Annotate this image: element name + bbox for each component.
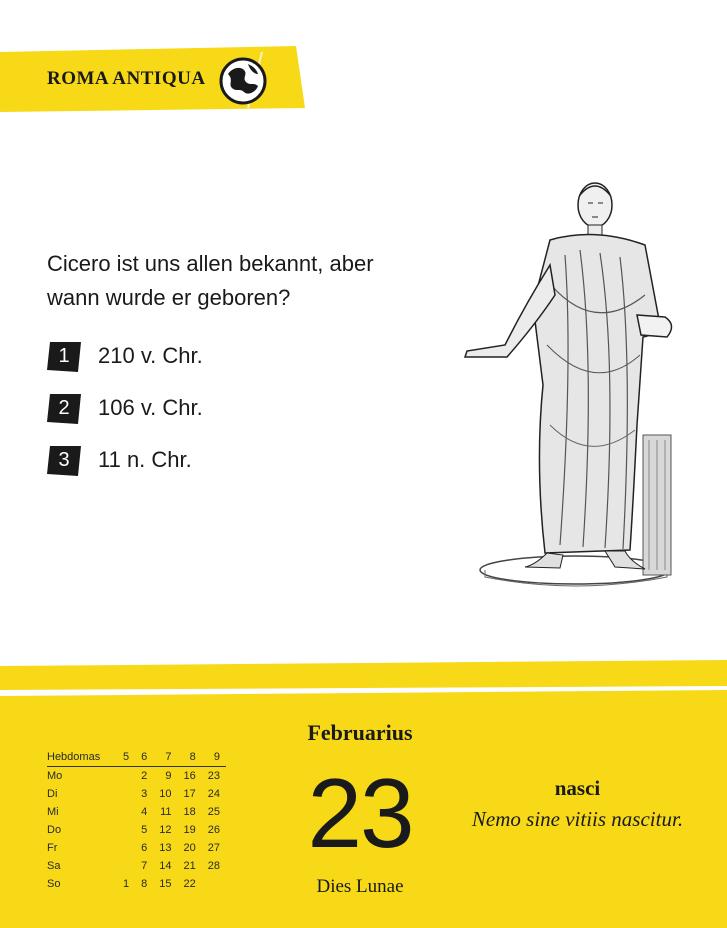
calendar-cell: 28 [207,860,220,872]
answer-number-badge [47,446,81,476]
month-label: Februarius [307,720,413,745]
answer-text: 106 v. Chr. [98,395,203,420]
calendar-cell [117,839,135,857]
calendar-cell: 2 [141,770,148,782]
page-title: ROMA ANTIQUA [47,68,206,89]
calendar-cell: 9 [165,770,172,782]
calendar-cell: 26 [207,824,220,836]
header-banner [0,46,305,112]
calendar-cell: 17 [183,788,196,800]
answer-number: 3 [58,449,70,471]
answer-text: 11 n. Chr. [98,447,192,472]
calendar-cell: Mo [47,770,63,782]
calendar-cell: 18 [183,806,196,818]
calendar-cell: 22 [183,878,196,890]
calendar-cell: 24 [207,788,220,800]
calendar-cell: 11 [160,806,172,818]
calendar-cell: 16 [183,770,196,782]
calendar-cell: 1 [123,878,130,890]
calendar-cell: 3 [141,788,148,800]
calendar-cell [117,857,135,875]
calendar-cell: 14 [159,860,172,872]
calendar-row [47,785,226,803]
calendar-cell: 10 [159,788,172,800]
calendar-row [47,767,226,786]
calendar-cell: Fr [47,842,58,854]
calendar-header-cell: 8 [178,750,202,767]
calendar-cell: 19 [183,824,196,836]
calendar-cell: So [47,878,61,890]
answer-number: 2 [58,397,70,419]
calendar-header-cell: Hebdomas [47,750,117,767]
calendar-cell [117,785,135,803]
calendar-row [47,875,226,893]
week-calendar-table [47,750,226,893]
answer-number-badge [47,394,81,424]
calendar-cell: 25 [207,806,220,818]
calendar-cell: 21 [183,860,196,872]
calendar-header-cell: 5 [117,750,135,767]
calendar-cell: 5 [141,824,148,836]
calendar-cell: Sa [47,860,61,872]
calendar-cell: 27 [207,842,220,854]
latin-word: nasci [554,776,601,800]
day-number: 23 [307,758,413,868]
latin-proverb: Nemo sine vitiis nascitur. [471,807,684,831]
calendar-cell: 23 [207,770,220,782]
calendar-row [47,821,226,839]
calendar-cell: 12 [159,824,172,836]
answer-number-badge [47,342,81,372]
calendar-header-cell: 6 [135,750,153,767]
cicero-statue-illustration [455,165,690,595]
answer-number: 1 [58,345,70,367]
globe-icon [218,56,268,106]
calendar-header-row [47,750,226,767]
calendar-cell [117,767,135,786]
calendar-cell: 15 [159,878,172,890]
calendar-cell: 8 [141,878,148,890]
calendar-cell: Do [47,824,62,836]
calendar-header-cell: 7 [153,750,177,767]
calendar-cell: 4 [141,806,148,818]
calendar-header-cell: 9 [202,750,226,767]
calendar-cell: 20 [183,842,196,854]
answer-text: 210 v. Chr. [98,343,203,368]
weekday-label: Dies Lunae [316,876,404,897]
calendar-row [47,839,226,857]
calendar-cell: 7 [141,860,148,872]
calendar-cell [117,821,135,839]
calendar-cell: Di [47,788,58,800]
calendar-row [47,803,226,821]
calendar-cell [117,803,135,821]
calendar-cell [202,875,226,893]
calendar-cell: 6 [141,842,148,854]
calendar-cell: Mi [47,806,59,818]
calendar-row [47,857,226,875]
question-text: Cicero ist uns allen bekannt, aber wann wurde er geboren? [47,251,374,310]
calendar-cell: 13 [159,842,172,854]
